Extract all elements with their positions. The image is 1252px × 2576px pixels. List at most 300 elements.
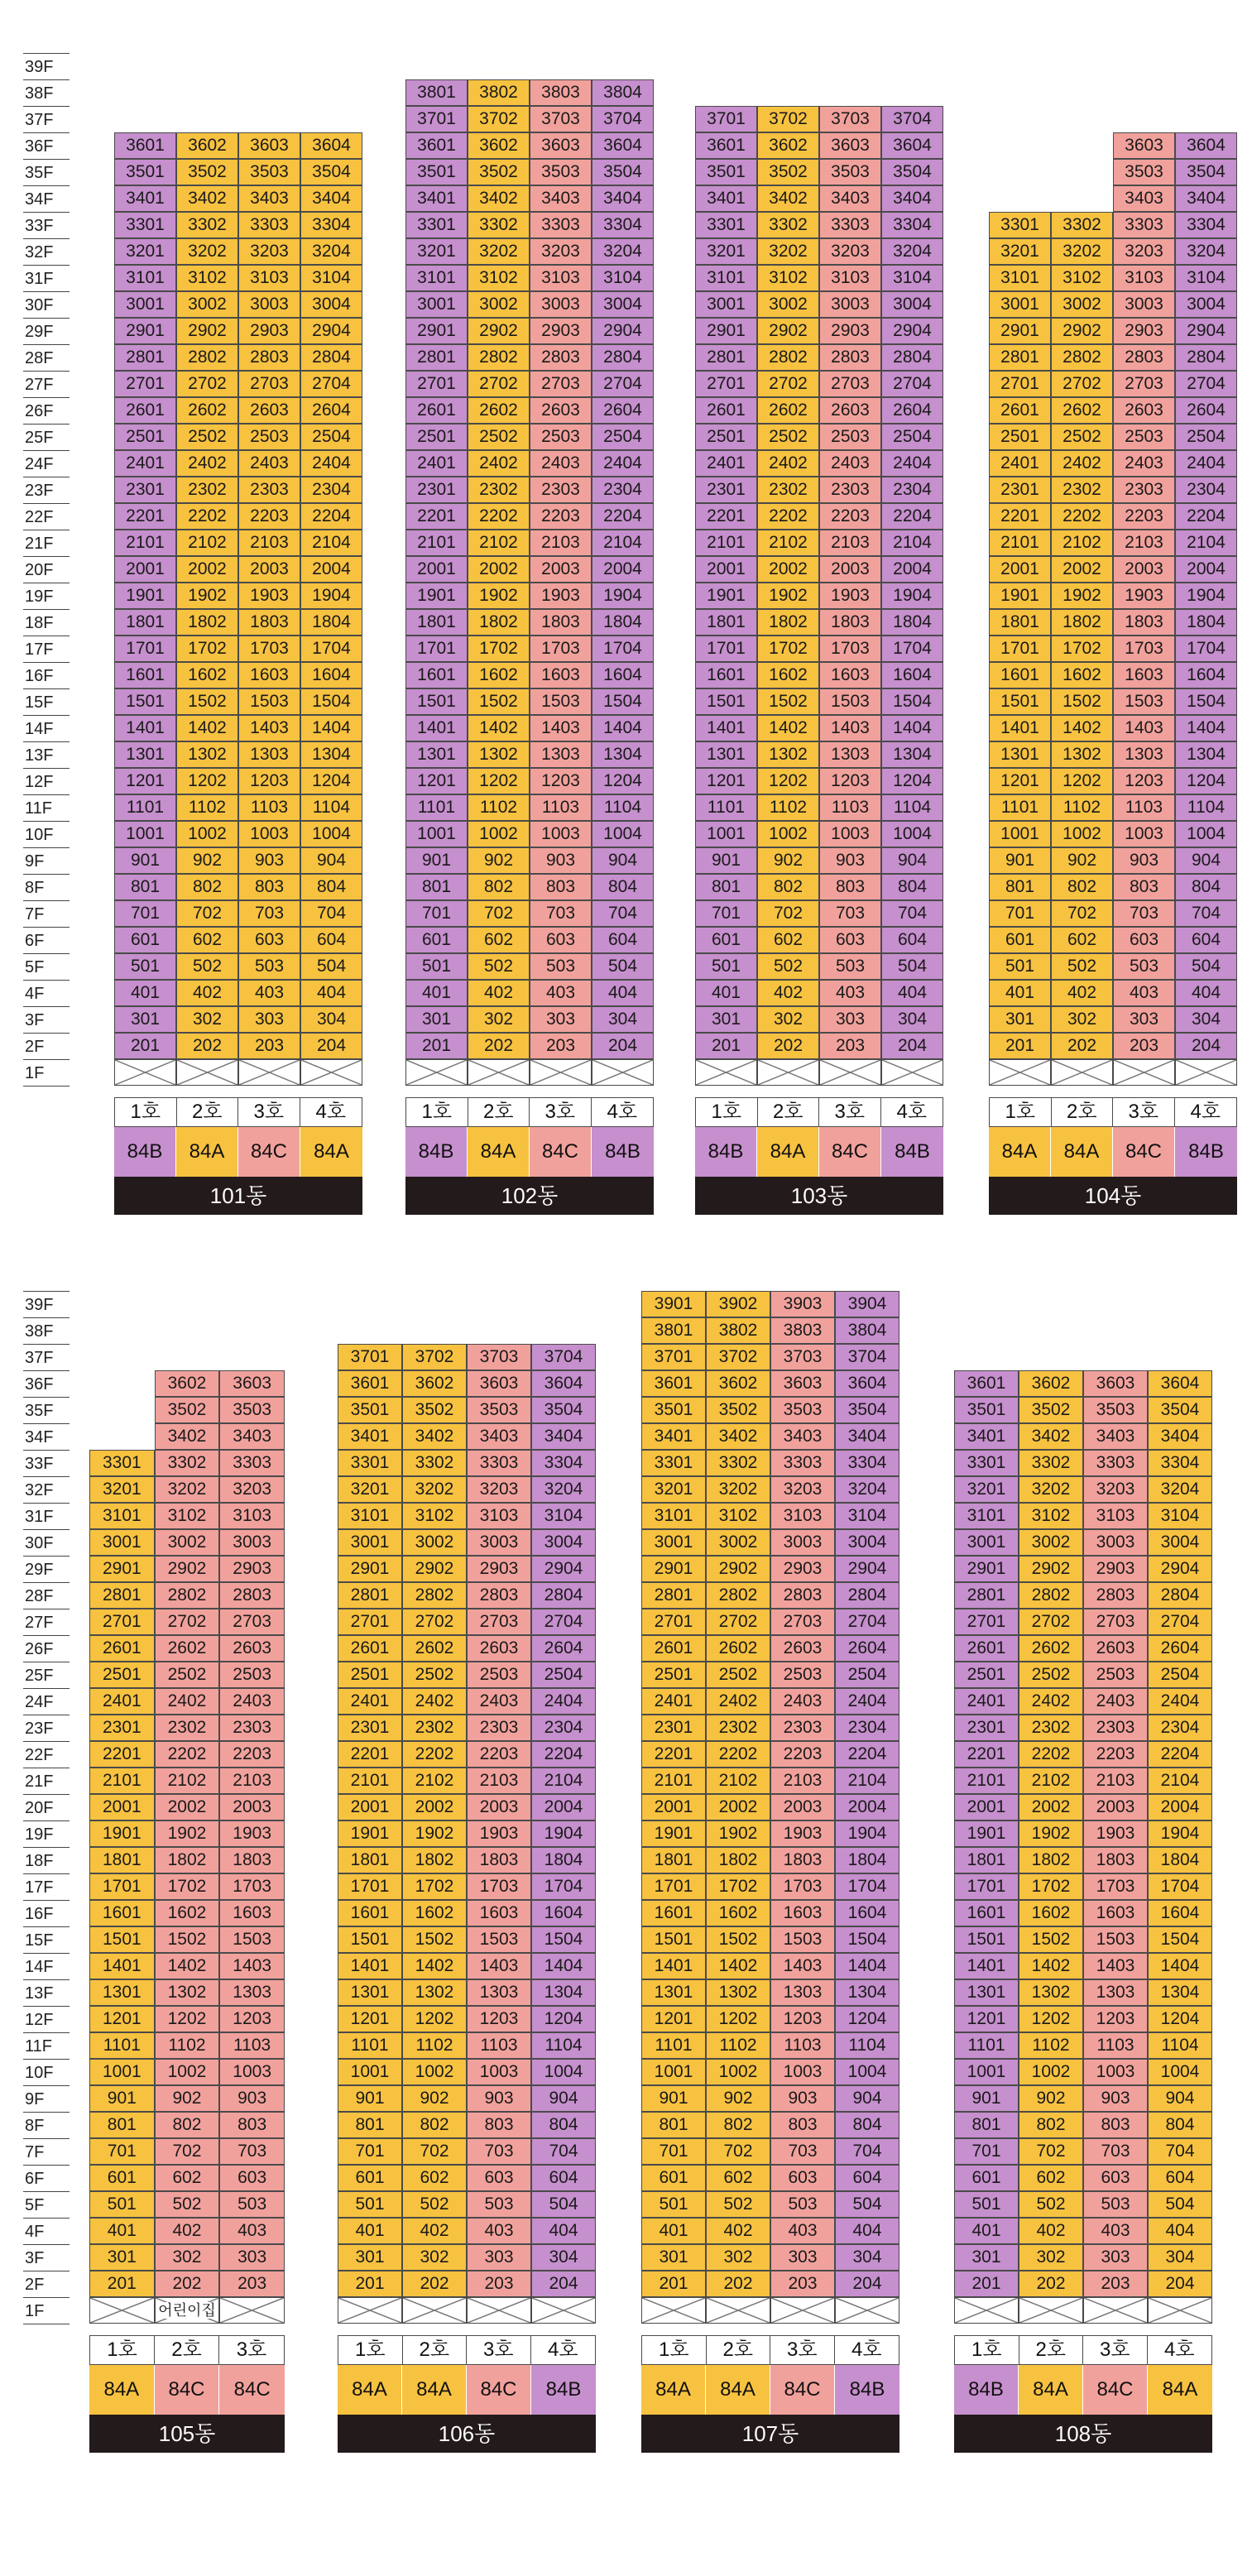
unit-cell: 2602 bbox=[1019, 1635, 1083, 1662]
unit-cell: 803 bbox=[819, 874, 881, 900]
unit-cell: 203 bbox=[238, 1033, 300, 1059]
unit-cell: 2402 bbox=[176, 450, 238, 477]
line-number-label: 4호 bbox=[531, 2336, 596, 2364]
unit-cell: 1903 bbox=[1083, 1820, 1148, 1847]
unit-cell: 1003 bbox=[819, 821, 881, 847]
unit-cell: 3301 bbox=[989, 212, 1051, 238]
unit-cell: 2902 bbox=[155, 1556, 220, 1582]
ground-floor-cell bbox=[770, 2297, 835, 2324]
unit-cell: 2001 bbox=[405, 556, 468, 583]
unit-type-label: 84B bbox=[592, 1127, 654, 1177]
unit-cell: 1901 bbox=[641, 1820, 706, 1847]
unit-cell: 2203 bbox=[219, 1741, 285, 1768]
unit-cell: 1901 bbox=[405, 583, 468, 609]
unit-cell: 703 bbox=[770, 2138, 835, 2165]
unit-cell: 804 bbox=[531, 2112, 596, 2138]
unit-cell: 3302 bbox=[1019, 1450, 1083, 1476]
ground-floor-cell bbox=[695, 1059, 757, 1086]
unit-cell: 3302 bbox=[1051, 212, 1113, 238]
unit-cell: 1504 bbox=[300, 688, 362, 715]
unit-cell: 3204 bbox=[1175, 238, 1237, 265]
unit-cell: 3203 bbox=[1113, 238, 1175, 265]
ground-floor-cell bbox=[1019, 2297, 1083, 2324]
unit-cell: 2302 bbox=[757, 477, 819, 503]
unit-cell: 1004 bbox=[835, 2059, 899, 2085]
unit-cell: 2601 bbox=[954, 1635, 1019, 1662]
floor-label: 30F bbox=[23, 1530, 70, 1557]
unit-cell: 2504 bbox=[881, 424, 943, 450]
unit-cell: 602 bbox=[1051, 927, 1113, 953]
line-number-row bbox=[114, 1097, 362, 1127]
unit-cell: 603 bbox=[819, 927, 881, 953]
floor-label: 3F bbox=[23, 2245, 70, 2271]
unit-cell: 204 bbox=[531, 2271, 596, 2297]
line-number-label: 3호 bbox=[219, 2336, 284, 2364]
unit-cell: 804 bbox=[881, 874, 943, 900]
unit-cell: 1401 bbox=[89, 1953, 155, 1979]
empty-cell bbox=[989, 185, 1051, 212]
unit-type-label: 84A bbox=[338, 2365, 402, 2415]
unit-cell: 3703 bbox=[530, 106, 592, 132]
unit-cell: 1202 bbox=[1019, 2006, 1083, 2032]
unit-cell: 1704 bbox=[1148, 1873, 1212, 1900]
unit-cell: 502 bbox=[176, 953, 238, 980]
unit-cell: 1004 bbox=[1175, 821, 1237, 847]
unit-cell: 3401 bbox=[114, 185, 176, 212]
unit-cell: 204 bbox=[300, 1033, 362, 1059]
unit-cell: 1902 bbox=[176, 583, 238, 609]
unit-cell: 1003 bbox=[238, 821, 300, 847]
unit-cell: 3103 bbox=[1113, 265, 1175, 291]
unit-cell: 1504 bbox=[1148, 1926, 1212, 1953]
unit-cell: 2802 bbox=[706, 1582, 770, 1609]
unit-grid bbox=[338, 1344, 596, 2324]
unit-cell: 901 bbox=[338, 2085, 402, 2112]
ground-floor-cell bbox=[300, 1059, 362, 1086]
unit-type-label: 84C bbox=[1083, 2365, 1148, 2415]
unit-cell: 703 bbox=[1083, 2138, 1148, 2165]
unit-cell: 603 bbox=[1113, 927, 1175, 953]
unit-cell: 2303 bbox=[467, 1715, 531, 1741]
unit-cell: 2503 bbox=[770, 1662, 835, 1688]
unit-cell: 402 bbox=[402, 2218, 467, 2244]
unit-type-label: 84B bbox=[1175, 1127, 1237, 1177]
unit-cell: 2804 bbox=[835, 1582, 899, 1609]
unit-cell: 1401 bbox=[338, 1953, 402, 1979]
unit-cell: 3004 bbox=[881, 291, 943, 318]
unit-cell: 1702 bbox=[757, 636, 819, 662]
unit-cell: 202 bbox=[1019, 2271, 1083, 2297]
unit-cell: 903 bbox=[219, 2085, 285, 2112]
unit-cell: 2504 bbox=[531, 1662, 596, 1688]
unit-cell: 3402 bbox=[468, 185, 530, 212]
unit-cell: 203 bbox=[467, 2271, 531, 2297]
unit-cell: 3202 bbox=[757, 238, 819, 265]
line-number-label: 1호 bbox=[955, 2336, 1019, 2364]
unit-cell: 1902 bbox=[706, 1820, 770, 1847]
unit-cell: 3801 bbox=[405, 79, 468, 106]
line-number-row bbox=[338, 2335, 596, 2365]
unit-cell: 302 bbox=[1019, 2244, 1083, 2271]
unit-cell: 202 bbox=[1051, 1033, 1113, 1059]
unit-cell: 3504 bbox=[1148, 1397, 1212, 1423]
unit-cell: 2801 bbox=[338, 1582, 402, 1609]
unit-type-label: 84B bbox=[405, 1127, 468, 1177]
unit-cell: 2103 bbox=[467, 1768, 531, 1794]
unit-cell: 501 bbox=[954, 2191, 1019, 2218]
unit-cell: 1303 bbox=[530, 741, 592, 768]
unit-cell: 3503 bbox=[1113, 159, 1175, 185]
unit-cell: 1801 bbox=[989, 609, 1051, 636]
unit-cell: 2702 bbox=[176, 371, 238, 397]
floor-scale-bottom bbox=[23, 1291, 70, 2324]
building-name: 107동 bbox=[641, 2415, 899, 2453]
unit-cell: 601 bbox=[405, 927, 468, 953]
unit-cell: 403 bbox=[819, 980, 881, 1006]
unit-cell: 3403 bbox=[219, 1423, 285, 1450]
unit-cell: 1002 bbox=[155, 2059, 220, 2085]
unit-cell: 1901 bbox=[695, 583, 757, 609]
unit-cell: 1704 bbox=[531, 1873, 596, 1900]
unit-cell: 303 bbox=[1113, 1006, 1175, 1033]
unit-cell: 704 bbox=[1148, 2138, 1212, 2165]
unit-type-row bbox=[405, 1127, 654, 1177]
unit-cell: 3503 bbox=[530, 159, 592, 185]
unit-cell: 1202 bbox=[706, 2006, 770, 2032]
unit-cell: 2801 bbox=[89, 1582, 155, 1609]
unit-cell: 1604 bbox=[531, 1900, 596, 1926]
unit-cell: 2303 bbox=[219, 1715, 285, 1741]
unit-cell: 201 bbox=[641, 2271, 706, 2297]
unit-cell: 1101 bbox=[114, 794, 176, 821]
unit-cell: 1002 bbox=[176, 821, 238, 847]
unit-cell: 2601 bbox=[338, 1635, 402, 1662]
unit-cell: 2401 bbox=[954, 1688, 1019, 1715]
floor-label: 23F bbox=[23, 1715, 70, 1742]
unit-cell: 2103 bbox=[530, 530, 592, 556]
unit-cell: 702 bbox=[176, 900, 238, 927]
unit-cell: 1404 bbox=[592, 715, 654, 741]
unit-cell: 2104 bbox=[881, 530, 943, 556]
unit-cell: 2503 bbox=[1083, 1662, 1148, 1688]
building-name: 103동 bbox=[695, 1177, 943, 1215]
unit-cell: 903 bbox=[1083, 2085, 1148, 2112]
unit-cell: 2501 bbox=[338, 1662, 402, 1688]
unit-cell: 301 bbox=[989, 1006, 1051, 1033]
unit-cell: 2702 bbox=[468, 371, 530, 397]
unit-cell: 1603 bbox=[530, 662, 592, 688]
unit-cell: 2203 bbox=[467, 1741, 531, 1768]
unit-cell: 2903 bbox=[1113, 318, 1175, 344]
unit-cell: 1001 bbox=[405, 821, 468, 847]
unit-cell: 2704 bbox=[1148, 1609, 1212, 1635]
unit-type-label: 84B bbox=[954, 2365, 1019, 2415]
unit-cell: 602 bbox=[402, 2165, 467, 2191]
unit-cell: 3304 bbox=[835, 1450, 899, 1476]
unit-cell: 2203 bbox=[1113, 503, 1175, 530]
unit-cell: 2902 bbox=[1051, 318, 1113, 344]
unit-cell: 3201 bbox=[954, 1476, 1019, 1503]
unit-cell: 703 bbox=[238, 900, 300, 927]
unit-cell: 2402 bbox=[706, 1688, 770, 1715]
unit-cell: 801 bbox=[641, 2112, 706, 2138]
unit-type-label: 84C bbox=[530, 1127, 592, 1177]
floor-label: 37F bbox=[23, 1345, 70, 1371]
unit-cell: 2102 bbox=[757, 530, 819, 556]
unit-cell: 1004 bbox=[531, 2059, 596, 2085]
unit-cell: 701 bbox=[954, 2138, 1019, 2165]
unit-cell: 402 bbox=[706, 2218, 770, 2244]
unit-cell: 2402 bbox=[1019, 1688, 1083, 1715]
line-number-label: 1호 bbox=[696, 1098, 758, 1126]
unit-cell: 2502 bbox=[1019, 1662, 1083, 1688]
unit-cell: 3201 bbox=[338, 1476, 402, 1503]
unit-cell: 3103 bbox=[819, 265, 881, 291]
unit-grid bbox=[641, 1291, 899, 2324]
unit-cell: 1802 bbox=[1051, 609, 1113, 636]
unit-cell: 3003 bbox=[219, 1529, 285, 1556]
unit-cell: 2804 bbox=[531, 1582, 596, 1609]
unit-cell: 1703 bbox=[467, 1873, 531, 1900]
unit-cell: 2401 bbox=[338, 1688, 402, 1715]
unit-cell: 1001 bbox=[989, 821, 1051, 847]
unit-cell: 2301 bbox=[695, 477, 757, 503]
unit-cell: 903 bbox=[467, 2085, 531, 2112]
unit-cell: 302 bbox=[402, 2244, 467, 2271]
unit-cell: 403 bbox=[219, 2218, 285, 2244]
unit-cell: 3502 bbox=[402, 1397, 467, 1423]
unit-cell: 703 bbox=[530, 900, 592, 927]
unit-cell: 1202 bbox=[176, 768, 238, 794]
unit-cell: 401 bbox=[954, 2218, 1019, 2244]
unit-grid bbox=[989, 132, 1237, 1086]
unit-cell: 704 bbox=[1175, 900, 1237, 927]
unit-cell: 2701 bbox=[989, 371, 1051, 397]
unit-cell: 1503 bbox=[770, 1926, 835, 1953]
unit-type-label: 84C bbox=[238, 1127, 300, 1177]
unit-cell: 3601 bbox=[954, 1370, 1019, 1397]
unit-cell: 3002 bbox=[402, 1529, 467, 1556]
unit-cell: 1401 bbox=[114, 715, 176, 741]
unit-cell: 1201 bbox=[695, 768, 757, 794]
line-number-label: 1호 bbox=[90, 2336, 155, 2364]
ground-floor-cell bbox=[405, 1059, 468, 1086]
unit-cell: 2401 bbox=[114, 450, 176, 477]
line-number-label: 3호 bbox=[819, 1098, 881, 1126]
unit-cell: 604 bbox=[835, 2165, 899, 2191]
unit-cell: 2904 bbox=[531, 1556, 596, 1582]
unit-cell: 1603 bbox=[238, 662, 300, 688]
unit-cell: 2204 bbox=[592, 503, 654, 530]
unit-cell: 1102 bbox=[1051, 794, 1113, 821]
unit-cell: 2601 bbox=[405, 397, 468, 424]
unit-cell: 904 bbox=[835, 2085, 899, 2112]
unit-cell: 2703 bbox=[770, 1609, 835, 1635]
unit-cell: 2501 bbox=[989, 424, 1051, 450]
unit-cell: 1101 bbox=[641, 2032, 706, 2059]
unit-cell: 3301 bbox=[695, 212, 757, 238]
unit-cell: 1202 bbox=[402, 2006, 467, 2032]
floor-label: 17F bbox=[23, 1874, 70, 1901]
floor-label: 29F bbox=[23, 1557, 70, 1583]
ground-floor-cell bbox=[338, 2297, 402, 2324]
unit-cell: 1502 bbox=[402, 1926, 467, 1953]
unit-cell: 301 bbox=[89, 2244, 155, 2271]
unit-cell: 3004 bbox=[531, 1529, 596, 1556]
floor-label: 36F bbox=[23, 133, 70, 160]
ground-floor-cell bbox=[954, 2297, 1019, 2324]
unit-cell: 1802 bbox=[176, 609, 238, 636]
unit-grid bbox=[405, 79, 654, 1086]
unit-cell: 803 bbox=[530, 874, 592, 900]
unit-cell: 801 bbox=[338, 2112, 402, 2138]
unit-cell: 2601 bbox=[641, 1635, 706, 1662]
unit-cell: 504 bbox=[531, 2191, 596, 2218]
unit-cell: 2202 bbox=[176, 503, 238, 530]
unit-cell: 2502 bbox=[757, 424, 819, 450]
unit-cell: 403 bbox=[1083, 2218, 1148, 2244]
unit-type-label: 84A bbox=[757, 1127, 819, 1177]
unit-cell: 1801 bbox=[89, 1847, 155, 1873]
unit-type-label: 84A bbox=[176, 1127, 238, 1177]
unit-cell: 1503 bbox=[819, 688, 881, 715]
unit-type-label: 84A bbox=[468, 1127, 530, 1177]
unit-cell: 504 bbox=[1148, 2191, 1212, 2218]
unit-cell: 2002 bbox=[155, 1794, 220, 1820]
unit-cell: 2302 bbox=[1019, 1715, 1083, 1741]
unit-cell: 2304 bbox=[835, 1715, 899, 1741]
unit-cell: 603 bbox=[238, 927, 300, 953]
unit-cell: 2002 bbox=[176, 556, 238, 583]
unit-cell: 1704 bbox=[300, 636, 362, 662]
unit-cell: 704 bbox=[835, 2138, 899, 2165]
unit-cell: 2404 bbox=[300, 450, 362, 477]
building-name: 102동 bbox=[405, 1177, 654, 1215]
unit-cell: 3702 bbox=[706, 1344, 770, 1370]
unit-cell: 1903 bbox=[219, 1820, 285, 1847]
unit-cell: 3602 bbox=[468, 132, 530, 159]
unit-cell: 1303 bbox=[238, 741, 300, 768]
unit-cell: 402 bbox=[155, 2218, 220, 2244]
line-number-label: 2호 bbox=[707, 2336, 771, 2364]
unit-cell: 604 bbox=[592, 927, 654, 953]
unit-type-label: 84C bbox=[155, 2365, 220, 2415]
unit-cell: 2802 bbox=[155, 1582, 220, 1609]
unit-cell: 3103 bbox=[467, 1503, 531, 1529]
unit-cell: 3604 bbox=[835, 1370, 899, 1397]
unit-cell: 2002 bbox=[1019, 1794, 1083, 1820]
floor-label: 27F bbox=[23, 1609, 70, 1636]
unit-cell: 3304 bbox=[592, 212, 654, 238]
unit-cell: 3102 bbox=[757, 265, 819, 291]
unit-cell: 1402 bbox=[468, 715, 530, 741]
unit-cell: 2904 bbox=[881, 318, 943, 344]
unit-cell: 3204 bbox=[300, 238, 362, 265]
floor-label: 13F bbox=[23, 1980, 70, 2007]
floor-label: 21F bbox=[23, 530, 70, 557]
unit-cell: 1401 bbox=[954, 1953, 1019, 1979]
unit-cell: 604 bbox=[1148, 2165, 1212, 2191]
floor-label: 11F bbox=[23, 2033, 70, 2060]
unit-cell: 901 bbox=[989, 847, 1051, 874]
floor-label: 26F bbox=[23, 398, 70, 425]
ground-floor-cell bbox=[467, 2297, 531, 2324]
unit-cell: 3203 bbox=[219, 1476, 285, 1503]
unit-cell: 1301 bbox=[954, 1979, 1019, 2006]
unit-cell: 404 bbox=[1175, 980, 1237, 1006]
unit-cell: 904 bbox=[300, 847, 362, 874]
unit-type-label: 84A bbox=[1148, 2365, 1212, 2415]
unit-cell: 302 bbox=[706, 2244, 770, 2271]
ground-floor-cell bbox=[592, 1059, 654, 1086]
unit-cell: 1203 bbox=[238, 768, 300, 794]
unit-cell: 1603 bbox=[1083, 1900, 1148, 1926]
unit-cell: 3002 bbox=[706, 1529, 770, 1556]
unit-cell: 2504 bbox=[1148, 1662, 1212, 1688]
unit-cell: 1003 bbox=[467, 2059, 531, 2085]
unit-cell: 3503 bbox=[819, 159, 881, 185]
unit-cell: 1802 bbox=[757, 609, 819, 636]
unit-cell: 2703 bbox=[219, 1609, 285, 1635]
unit-cell: 2904 bbox=[300, 318, 362, 344]
unit-cell: 1203 bbox=[1113, 768, 1175, 794]
unit-cell: 1301 bbox=[338, 1979, 402, 2006]
unit-cell: 1602 bbox=[176, 662, 238, 688]
unit-cell: 601 bbox=[338, 2165, 402, 2191]
unit-cell: 3704 bbox=[531, 1344, 596, 1370]
unit-cell: 2604 bbox=[531, 1635, 596, 1662]
unit-cell: 2404 bbox=[835, 1688, 899, 1715]
unit-cell: 1804 bbox=[835, 1847, 899, 1873]
unit-cell: 3701 bbox=[338, 1344, 402, 1370]
unit-cell: 303 bbox=[1083, 2244, 1148, 2271]
unit-cell: 1302 bbox=[402, 1979, 467, 2006]
unit-cell: 3301 bbox=[641, 1450, 706, 1476]
unit-cell: 2304 bbox=[1175, 477, 1237, 503]
unit-cell: 3804 bbox=[835, 1317, 899, 1344]
unit-cell: 2104 bbox=[835, 1768, 899, 1794]
unit-cell: 603 bbox=[467, 2165, 531, 2191]
unit-cell: 1101 bbox=[89, 2032, 155, 2059]
unit-cell: 2801 bbox=[114, 344, 176, 371]
unit-cell: 1402 bbox=[155, 1953, 220, 1979]
unit-cell: 2404 bbox=[881, 450, 943, 477]
unit-cell: 2904 bbox=[592, 318, 654, 344]
unit-cell: 1601 bbox=[89, 1900, 155, 1926]
unit-cell: 3204 bbox=[881, 238, 943, 265]
unit-cell: 3603 bbox=[238, 132, 300, 159]
unit-cell: 1602 bbox=[757, 662, 819, 688]
unit-cell: 2402 bbox=[1051, 450, 1113, 477]
unit-cell: 1201 bbox=[89, 2006, 155, 2032]
unit-cell: 1101 bbox=[989, 794, 1051, 821]
unit-cell: 2401 bbox=[989, 450, 1051, 477]
unit-cell: 2001 bbox=[114, 556, 176, 583]
unit-cell: 3402 bbox=[1019, 1423, 1083, 1450]
unit-cell: 1001 bbox=[89, 2059, 155, 2085]
unit-cell: 3002 bbox=[468, 291, 530, 318]
unit-cell: 602 bbox=[468, 927, 530, 953]
unit-cell: 1802 bbox=[402, 1847, 467, 1873]
unit-cell: 2701 bbox=[695, 371, 757, 397]
unit-cell: 3303 bbox=[530, 212, 592, 238]
unit-cell: 2702 bbox=[402, 1609, 467, 1635]
unit-cell: 2702 bbox=[757, 371, 819, 397]
unit-type-row bbox=[114, 1127, 362, 1177]
unit-cell: 1903 bbox=[530, 583, 592, 609]
unit-cell: 704 bbox=[592, 900, 654, 927]
unit-cell: 1202 bbox=[155, 2006, 220, 2032]
